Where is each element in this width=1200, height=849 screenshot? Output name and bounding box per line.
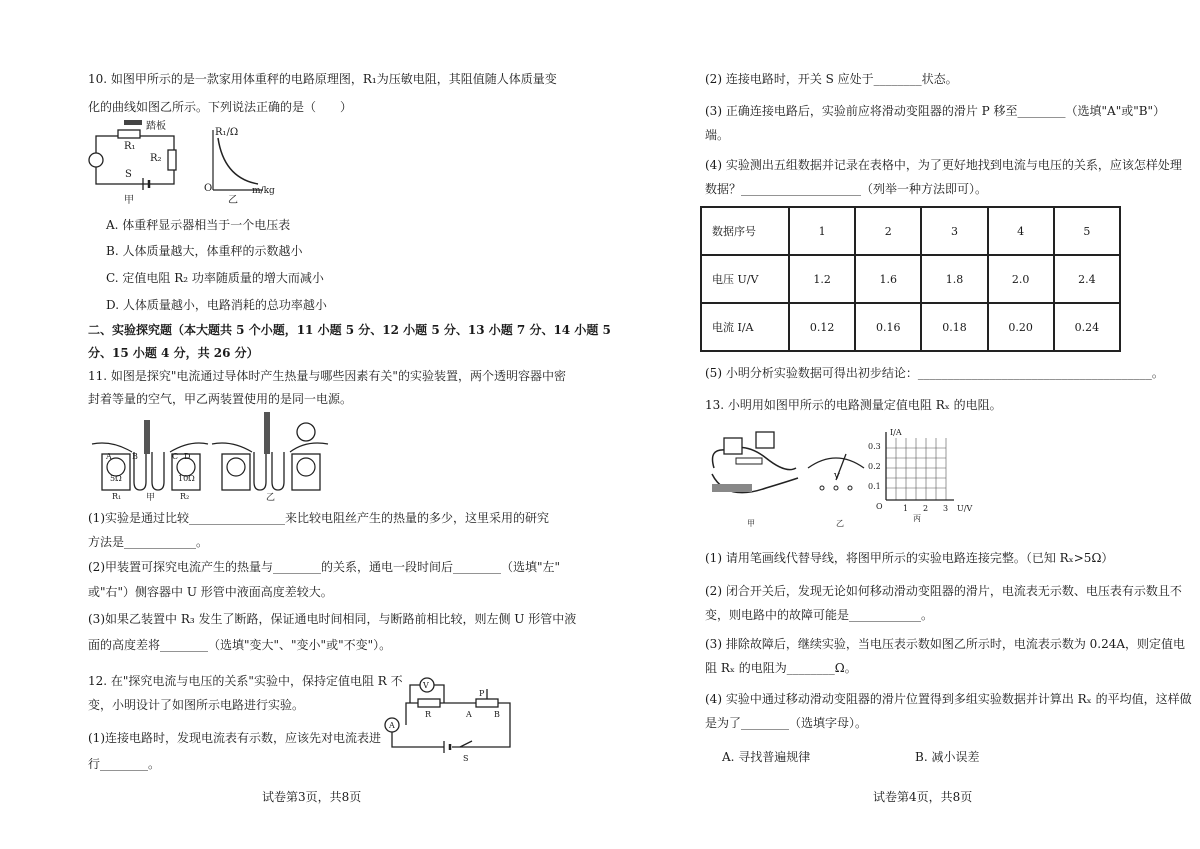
q11-label-r1: R₁ [112, 492, 122, 501]
table-cell: 1.6 [855, 255, 921, 303]
q13-ytick: 0.2 [868, 462, 881, 471]
q10-option-b: B. 人体质量越大，体重秤的示数越小 [106, 244, 303, 258]
q13-graph-xlabel: U/V [957, 504, 973, 513]
q10-graph-xlabel: m/kg [252, 186, 275, 196]
q10-text-line1: 10. 如图甲所示的是一款家用体重秤的电路原理图，R₁为压敏电阻，其阻值随人体质量变 [88, 72, 557, 86]
q11-figure [92, 412, 332, 502]
resistor-r1 [118, 130, 140, 138]
pedal-board [124, 120, 142, 125]
table-header-cell: 1 [789, 207, 855, 255]
table-header-cell: 4 [988, 207, 1054, 255]
q12-part5: (5) 小明分析实验数据可得出初步结论：_______________________________________。 [705, 366, 1164, 380]
table-cell: 0.18 [921, 303, 987, 351]
rheostat-device [712, 484, 752, 492]
q11-label-a: A [106, 452, 112, 461]
container-right-yi [292, 454, 320, 490]
ammeter-device [724, 438, 742, 454]
q13-option-b: B. 减小误差 [915, 750, 980, 764]
q13-figure [706, 428, 976, 518]
q11-resistor-10ohm: 10Ω [178, 474, 195, 483]
q13-option-a: A. 寻找普遍规律 [722, 750, 811, 764]
q11-caption-yi: 乙 [266, 493, 276, 503]
q12-label-v: V [423, 681, 429, 690]
q12-label-end-a: A [466, 710, 472, 719]
table-cell: 电流 I/A [701, 303, 789, 351]
table-cell: 2.0 [988, 255, 1054, 303]
graph-curve [218, 138, 258, 184]
q13-meter-label: V [834, 472, 840, 481]
q12-label-p: P [479, 689, 485, 698]
circuit-wire [392, 703, 510, 747]
q13-graph-origin: O [876, 502, 883, 511]
container-left-yi [222, 454, 250, 490]
scale-display-meter [89, 153, 103, 167]
table-cell: 1.8 [921, 255, 987, 303]
q12-part3-line2: 端。 [705, 128, 730, 142]
q12-label-end-b: B [494, 710, 500, 719]
q10-option-c: C. 定值电阻 R₂ 功率随质量的增大而减小 [106, 271, 324, 285]
q12-label-r: R [425, 710, 432, 719]
q10-text-line2: 化的曲线如图乙所示。下列说法正确的是（ ） [88, 100, 353, 114]
meter-dial-arc [808, 458, 864, 468]
q12-circuit-figure [382, 675, 522, 765]
q10-label-board: 踏板 [146, 121, 166, 132]
q11-caption-jia: 甲 [146, 493, 156, 503]
table-row [701, 207, 1120, 255]
q13-part3-line1: (3) 排除故障后，继续实验，当电压表示数如图乙所示时，电流表示数为 0.24A，则定值电 [705, 637, 1186, 651]
q11-part3-line1: (3)如果乙装置中 R₃ 发生了断路，保证通电时间相同，与断路前相比较，则左侧 U 形管中液 [88, 612, 577, 626]
q12-text-line1: 12. 在"探究电流与电压的关系"实验中，保持定值电阻 R 不 [88, 674, 403, 688]
q13-ytick: 0.3 [868, 442, 881, 451]
q13-part2-line1: (2) 闭合开关后，发现无论如何移动滑动变阻器的滑片，电流表无示数、电压表有示数且不 [705, 584, 1182, 598]
q11-label-r2: R₂ [180, 492, 190, 501]
q10-graph-ylabel: R₁/Ω [215, 127, 239, 138]
page-footer-left: 试卷第3页，共8页 [262, 790, 362, 804]
q12-text-line2: 变，小明设计了如图所示电路进行实验。 [88, 698, 305, 712]
voltmeter-device [756, 432, 774, 448]
q11-label-d: D [184, 452, 191, 461]
q12-part3-line1: (3) 正确连接电路后，实验前应将滑动变阻器的滑片 P 移至________（选填"A"或"B"） [705, 104, 1166, 118]
q13-part3-line2: 阻 Rₓ 的电阻为________Ω。 [705, 661, 857, 675]
q13-xtick: 1 [903, 504, 909, 513]
q11-label-b: B [132, 452, 138, 461]
page-footer-right: 试卷第4页，共8页 [873, 790, 973, 804]
table-header-cell: 3 [921, 207, 987, 255]
q13-part2-line2: 变，则电路中的故障可能是____________。 [705, 608, 934, 622]
q13-ytick: 0.1 [868, 482, 881, 491]
iu-graph-grid [886, 438, 946, 500]
q11-text-line2: 封着等量的空气，甲乙两装置使用的是同一电源。 [88, 392, 353, 406]
resistor-r [418, 699, 440, 707]
table-cell: 2.4 [1054, 255, 1120, 303]
q12-part2: (2) 连接电路时，开关 S 应处于________状态。 [705, 72, 958, 86]
table-cell: 0.16 [855, 303, 921, 351]
q10-caption-jia: 甲 [124, 195, 134, 206]
table-cell: 0.24 [1054, 303, 1120, 351]
q10-label-s: S [125, 169, 132, 180]
table-header-cell: 5 [1054, 207, 1120, 255]
q12-part4-line2: 数据？____________________（列举一种方法即可）。 [705, 182, 988, 196]
q10-caption-yi: 乙 [228, 195, 238, 206]
table-cell: 电压 U/V [701, 255, 789, 303]
q11-part3-line2: 面的高度差将________（选填"变大"、"变小"或"不变"）。 [88, 638, 392, 652]
q11-resistor-5ohm: 5Ω [110, 474, 122, 483]
q12-label-ammeter: A [389, 721, 395, 730]
q12-part4-line1: (4) 实验测出五组数据并记录在表格中，为了更好地找到电流与电压的关系，应该怎样处理 [705, 158, 1182, 172]
q10-option-a: A. 体重秤显示器相当于一个电压表 [106, 218, 291, 232]
section2-heading-line1: 二、实验探究题（本大题共 5 个小题，11 小题 5 分、12 小题 5 分、13 小题 7 分、14 小题 5 [88, 323, 611, 337]
q13-part4-line2: 是为了________（选填字母）。 [705, 716, 868, 730]
table-header-cell: 2 [855, 207, 921, 255]
q13-xtick: 3 [943, 504, 949, 513]
section2-heading-line2: 分、15 小题 4 分，共 26 分） [88, 346, 259, 360]
q11-part2-line1: (2)甲装置可探究电流产生的热量与________的关系，通电一段时间后________（选填"左" [88, 560, 561, 574]
table-cell: 1.2 [789, 255, 855, 303]
q13-part4-line1: (4) 实验中通过移动滑动变阻器的滑片位置得到多组实验数据并计算出 Rₓ 的平均值，这样做 [705, 692, 1192, 706]
q12-part1-line2: 行________。 [88, 757, 161, 771]
q13-caption-yi: 乙 [836, 519, 844, 528]
table-header-cell: 数据序号 [701, 207, 789, 255]
q10-label-r2: R₂ [150, 153, 162, 164]
q13-caption-jia: 甲 [747, 519, 755, 528]
u-tube-right-jia [152, 452, 164, 490]
q10-option-d: D. 人体质量越小，电路消耗的总功率越小 [106, 298, 327, 312]
table-cell: 0.20 [988, 303, 1054, 351]
q10-label-r1: R₁ [124, 141, 136, 152]
q11-part1-line1: (1)实验是通过比较________________来比较电阻丝产生的热量的多少，这里采用的研究 [88, 511, 550, 525]
q13-graph-ylabel: I/A [890, 428, 902, 437]
q10-graph-origin: O [204, 183, 213, 194]
q11-part2-line2: 或"右"）侧容器中 U 形管中液面高度差较大。 [88, 585, 333, 599]
table-cell: 0.12 [789, 303, 855, 351]
q13-part1: (1) 请用笔画线代替导线，将图甲所示的实验电路连接完整。（已知 Rₓ>5Ω） [705, 551, 1114, 565]
q12-label-s: S [463, 754, 469, 763]
resistor-r2 [168, 150, 176, 170]
q11-text-line1: 11. 如图是探究"电流通过导体时产生热量与哪些因素有关"的实验装置，两个透明容器中密 [88, 369, 566, 383]
q11-label-c: C [172, 452, 179, 461]
data-table [700, 206, 1121, 352]
table-row [701, 303, 1120, 351]
q13-caption-bing: 丙 [913, 514, 921, 523]
q13-text-line1: 13. 小明用如图甲所示的电路测量定值电阻 Rₓ 的电阻。 [705, 398, 1002, 412]
q11-part1-line2: 方法是____________。 [88, 535, 209, 549]
q13-xtick: 2 [923, 504, 929, 513]
table-row [701, 255, 1120, 303]
q12-part1-line1: (1)连接电路时，发现电流表有示数，应该先对电流表进 [88, 731, 382, 745]
